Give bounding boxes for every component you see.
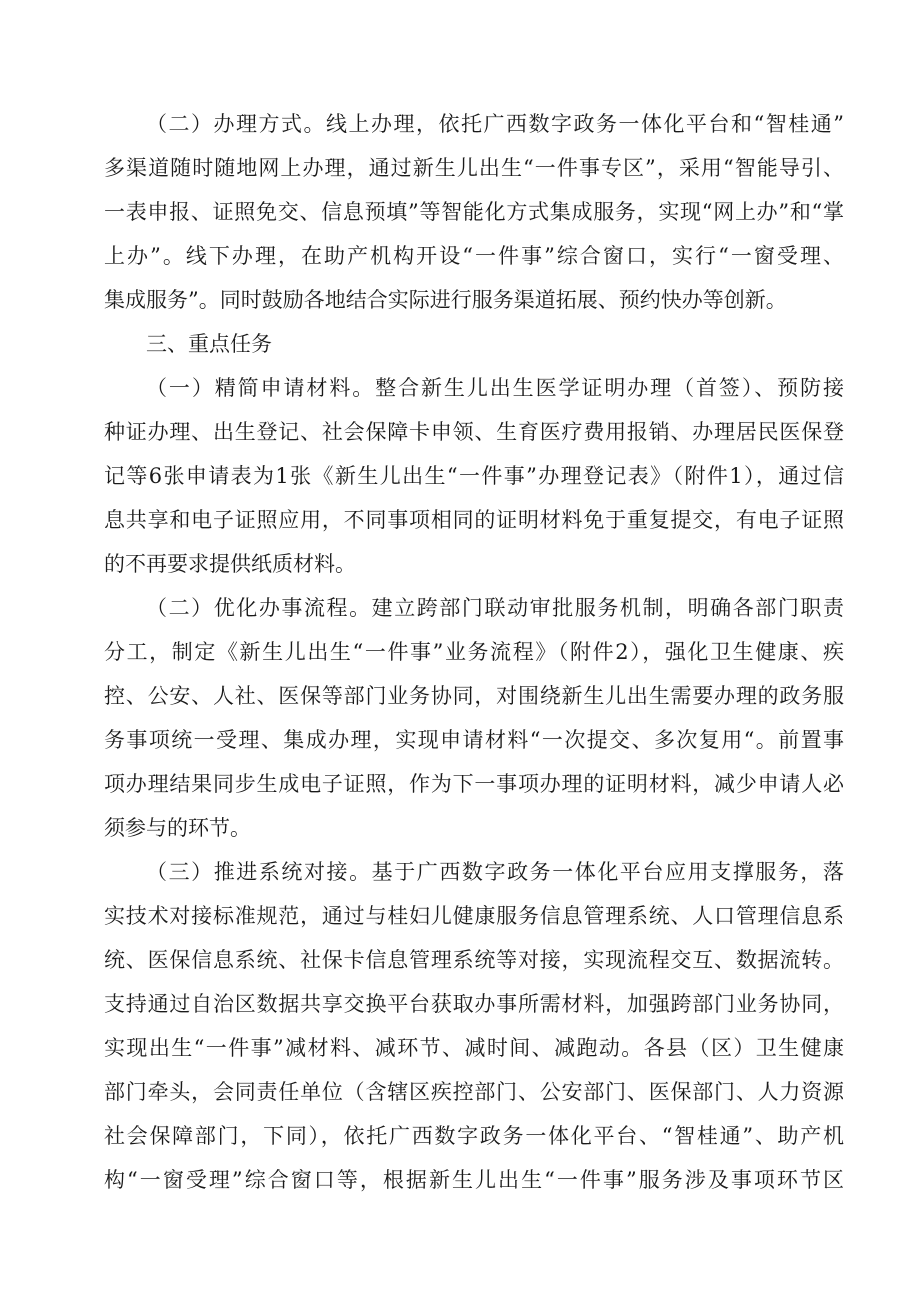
section2-line-2: 多渠道随时随地网上办理，通过新生儿出生“一件事专区”，采用“智能导引、 (104, 156, 844, 180)
section-heading: 三、重点任务 (146, 332, 272, 356)
task2-line-6: 须参与的环节。 (104, 816, 251, 840)
task1-line-4: 息共享和电子证照应用，不同事项相同的证明材料免于重复提交，有电子证照 (104, 508, 844, 532)
task3-line-6: 部门牵头，会同责任单位（含辖区疾控部门、公安部门、医保部门、人力资源 (104, 1080, 844, 1104)
task3-line-3: 统、医保信息系统、社保卡信息管理系统等对接，实现流程交互、数据流转。 (104, 948, 844, 972)
task1-line-3: 记等6张申请表为1张《新生儿出生“一件事”办理登记表》（附件1），通过信 (104, 464, 844, 488)
section2-line-5: 集成服务”。同时鼓励各地结合实际进行服务渠道拓展、预约快办等创新。 (104, 288, 787, 312)
task3-line-7: 社会保障部门，下同），依托广西数字政务一体化平台、“智桂通”、助产机 (104, 1124, 844, 1148)
task1-line-2: 种证办理、出生登记、社会保障卡申领、生育医疗费用报销、办理居民医保登 (104, 420, 844, 444)
task2-line-3: 控、公安、人社、医保等部门业务协同，对围绕新生儿出生需要办理的政务服 (104, 684, 844, 708)
task3-line-8: 构“一窗受理”综合窗口等，根据新生儿出生“一件事”服务涉及事项环节区 (104, 1168, 844, 1192)
section2-line-3: 一表申报、证照免交、信息预填”等智能化方式集成服务，实现“网上办”和“掌 (104, 200, 844, 224)
task3-line-4: 支持通过自治区数据共享交换平台获取办事所需材料，加强跨部门业务协同， (104, 992, 844, 1016)
task3-line-1: （三）推进系统对接。基于广西数字政务一体化平台应用支撑服务，落 (146, 860, 844, 884)
task2-line-2: 分工，制定《新生儿出生“一件事”业务流程》（附件2），强化卫生健康、疾 (104, 640, 844, 664)
section2-line-4: 上办”。线下办理，在助产机构开设“一件事”综合窗口，实行“一窗受理、 (104, 244, 844, 268)
task3-line-2: 实技术对接标准规范，通过与桂妇儿健康服务信息管理系统、人口管理信息系 (104, 904, 844, 928)
task1-line-1: （一）精简申请材料。整合新生儿出生医学证明办理（首签）、预防接 (146, 376, 844, 400)
section2-line-1: （二）办理方式。线上办理，依托广西数字政务一体化平台和“智桂通” (146, 112, 844, 136)
task3-line-5: 实现出生“一件事”减材料、减环节、减时间、减跑动。各县（区）卫生健康 (104, 1036, 844, 1060)
task2-line-5: 项办理结果同步生成电子证照，作为下一事项办理的证明材料，减少申请人必 (104, 772, 844, 796)
task2-line-1: （二）优化办事流程。建立跨部门联动审批服务机制，明确各部门职责 (146, 596, 844, 620)
task2-line-4: 务事项统一受理、集成办理，实现申请材料“一次提交、多次复用“。前置事 (104, 728, 844, 752)
task1-line-5: 的不再要求提供纸质材料。 (104, 552, 356, 576)
